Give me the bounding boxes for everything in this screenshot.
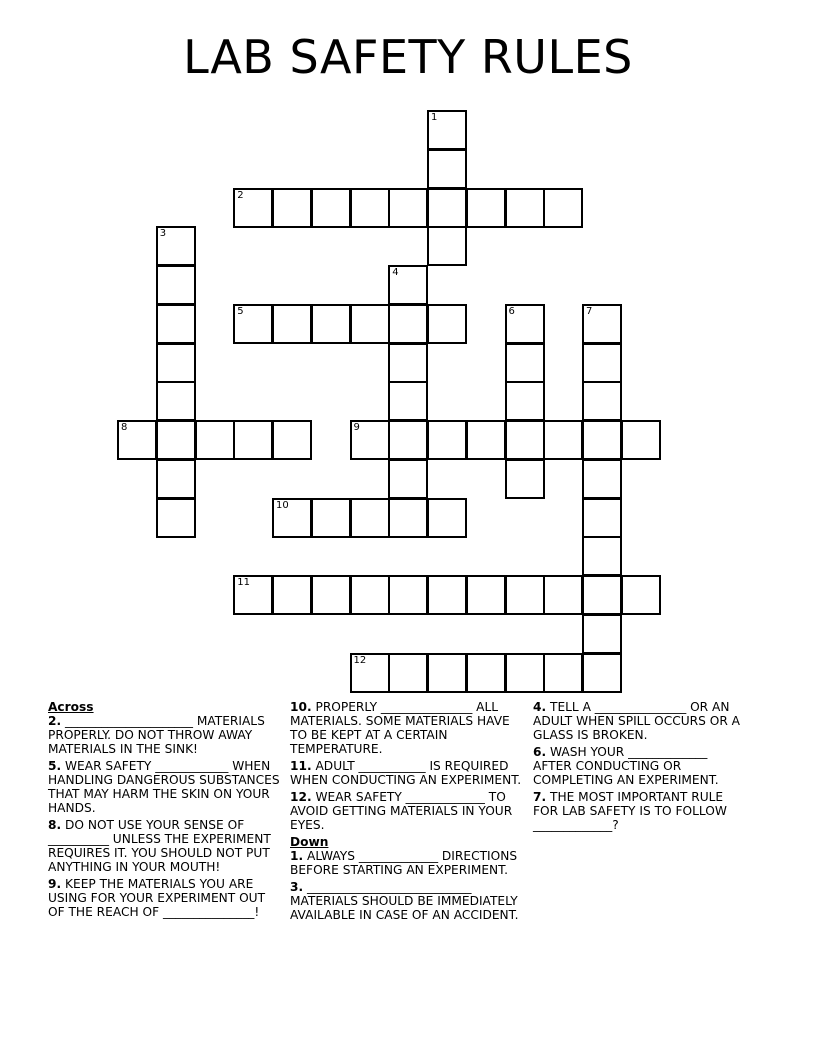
crossword-cell[interactable]: [233, 575, 273, 615]
crossword-cell[interactable]: [466, 575, 506, 615]
crossword-cell[interactable]: [156, 265, 196, 305]
crossword-cell[interactable]: [350, 188, 390, 228]
crossword-cell[interactable]: [388, 304, 428, 344]
crossword-cell[interactable]: [311, 498, 351, 538]
crossword-cell[interactable]: [388, 420, 428, 460]
clue-number: 8: [121, 422, 128, 433]
crossword-cell[interactable]: [350, 498, 390, 538]
clue-down-3: 3. ___________________________ MATERIALS SHOULD BE IMMEDIATELY AVAILABLE IN CASE OF AN ACCIDENT.: [290, 880, 519, 922]
crossword-cell[interactable]: [156, 226, 196, 266]
crossword-cell[interactable]: [582, 498, 622, 538]
crossword-cell[interactable]: [582, 614, 622, 654]
crossword-cell[interactable]: [272, 188, 312, 228]
clue-across-8: 8. DO NOT USE YOUR SENSE OF __________ UNLESS THE EXPERIMENT REQUIRES IT. YOU SHOULD NOT PUT ANYTHING IN YOUR MOUTH!: [48, 818, 271, 874]
crossword-cell[interactable]: [272, 420, 312, 460]
crossword-cell[interactable]: [311, 575, 351, 615]
clues-column-3: [533, 700, 749, 835]
clue-down-1: 1. ALWAYS _____________ DIRECTIONS BEFORE STARTING AN EXPERIMENT.: [290, 849, 518, 877]
crossword-cell[interactable]: [427, 420, 467, 460]
crossword-cell[interactable]: [582, 420, 622, 460]
clue-across-5: 5. WEAR SAFETY ____________ WHEN HANDLING DANGEROUS SUBSTANCES THAT MAY HARM THE SKIN ON YOUR HANDS.: [48, 759, 280, 815]
crossword-cell[interactable]: [621, 575, 661, 615]
crossword-cell[interactable]: [388, 575, 428, 615]
crossword-cell[interactable]: [466, 188, 506, 228]
crossword-cell[interactable]: [582, 381, 622, 421]
page-title: LAB SAFETY RULES: [183, 30, 633, 84]
crossword-cell[interactable]: [272, 498, 312, 538]
crossword-cell[interactable]: [195, 420, 235, 460]
clues-column-2: [290, 700, 522, 925]
clue-down-7: 7. THE MOST IMPORTANT RULE FOR LAB SAFETY IS TO FOLLOW _____________?: [533, 790, 727, 832]
crossword-cell[interactable]: [582, 536, 622, 576]
clue-across-11: 11. ADULT ___________ IS REQUIRED WHEN CONDUCTING AN EXPERIMENT.: [290, 759, 522, 787]
clue-across-2: 2. _____________________ MATERIALS PROPERLY. DO NOT THROW AWAY MATERIALS IN THE SINK!: [48, 714, 265, 756]
crossword-cell[interactable]: [350, 420, 390, 460]
crossword-cell[interactable]: [117, 420, 157, 460]
crossword-cell[interactable]: [388, 459, 428, 499]
crossword-cell[interactable]: [311, 304, 351, 344]
crossword-cell[interactable]: [350, 304, 390, 344]
crossword-cell[interactable]: [156, 420, 196, 460]
crossword-cell[interactable]: [388, 188, 428, 228]
crossword-cell[interactable]: [582, 575, 622, 615]
clue-number: 5: [237, 305, 244, 317]
clues-column-1: [48, 700, 284, 922]
crossword-cell[interactable]: [582, 653, 622, 693]
crossword-cell[interactable]: [427, 149, 467, 189]
crossword-cell[interactable]: [505, 188, 545, 228]
crossword-cell[interactable]: [427, 188, 467, 228]
clue-down-6: 6. WASH YOUR _____________ AFTER CONDUCTING OR COMPLETING AN EXPERIMENT.: [533, 745, 719, 787]
crossword-cell[interactable]: [505, 653, 545, 693]
clue-number: 11: [237, 577, 250, 588]
crossword-cell[interactable]: [388, 653, 428, 693]
crossword-cell[interactable]: [156, 381, 196, 421]
down-header: Down: [290, 835, 329, 849]
clue-number: 7: [586, 305, 593, 317]
crossword-cell[interactable]: [427, 226, 467, 266]
crossword-cell[interactable]: [388, 343, 428, 383]
crossword-cell[interactable]: [272, 304, 312, 344]
crossword-cell[interactable]: [543, 188, 583, 228]
crossword-cell[interactable]: [388, 381, 428, 421]
crossword-cell[interactable]: [543, 420, 583, 460]
crossword-cell[interactable]: [505, 459, 545, 499]
crossword-cell[interactable]: [427, 304, 467, 344]
crossword-cell[interactable]: [505, 420, 545, 460]
crossword-cell[interactable]: [233, 304, 273, 344]
clue-number: 2: [237, 189, 244, 201]
crossword-cell[interactable]: [505, 575, 545, 615]
crossword-cell[interactable]: [156, 343, 196, 383]
clue-number: 4: [392, 267, 399, 278]
clue-across-12: 12. WEAR SAFETY _____________ TO AVOID GETTING MATERIALS IN YOUR EYES.: [290, 790, 513, 832]
crossword-cell[interactable]: [466, 420, 506, 460]
crossword-cell[interactable]: [350, 575, 390, 615]
clue-number: 6: [508, 305, 515, 317]
crossword-cell[interactable]: [582, 343, 622, 383]
crossword-cell[interactable]: [156, 459, 196, 499]
crossword-cell[interactable]: [388, 265, 428, 305]
clue-number: 10: [276, 499, 289, 511]
crossword-cell[interactable]: [427, 653, 467, 693]
crossword-cell[interactable]: [272, 575, 312, 615]
crossword-cell[interactable]: [156, 498, 196, 538]
crossword-cell[interactable]: [466, 653, 506, 693]
crossword-cell[interactable]: [505, 343, 545, 383]
crossword-cell[interactable]: [388, 498, 428, 538]
clue-number: 9: [353, 422, 360, 433]
clue-number: 3: [159, 228, 167, 240]
crossword-cell[interactable]: [233, 420, 273, 460]
crossword-cell[interactable]: [427, 575, 467, 615]
clue-down-4: 4. TELL A _______________ OR AN ADULT WHEN SPILL OCCURS OR A GLASS IS BROKEN.: [533, 700, 740, 742]
crossword-cell[interactable]: [543, 575, 583, 615]
clue-across-10: 10. PROPERLY _______________ ALL MATERIALS. SOME MATERIALS HAVE TO BE KEPT AT A CERTAIN TEMPERATURE.: [290, 700, 510, 756]
clue-number: 1: [431, 112, 438, 123]
crossword-cell[interactable]: [505, 381, 545, 421]
clue-number: 12: [353, 654, 367, 666]
crossword-cell[interactable]: [427, 110, 467, 150]
crossword-cell[interactable]: [156, 304, 196, 344]
crossword-cell[interactable]: [350, 653, 390, 693]
crossword-cell[interactable]: [233, 188, 273, 228]
clue-across-9: 9. KEEP THE MATERIALS YOU ARE USING FOR YOUR EXPERIMENT OUT OF THE REACH OF _______________!: [48, 877, 266, 919]
crossword-cell[interactable]: [582, 459, 622, 499]
crossword-cell[interactable]: [311, 188, 351, 228]
crossword-cell[interactable]: [543, 653, 583, 693]
crossword-cell[interactable]: [621, 420, 661, 460]
crossword-cell[interactable]: [582, 304, 622, 344]
crossword-cell[interactable]: [427, 498, 467, 538]
crossword-cell[interactable]: [505, 304, 545, 344]
across-header: Across: [48, 700, 94, 714]
